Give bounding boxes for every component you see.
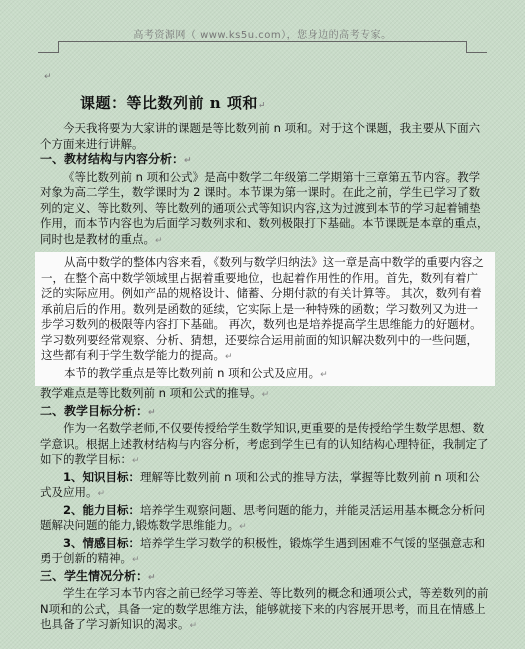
section1-paragraph: 《等比数列前 n 项和公式》是高中数学二年级第二学期第十三章第五节内容。教学对象为高二学生，数学课时为 2 课时。本节课为第一课时。在此之前，学生已学习了数列的定义、等比数列、等比数列的通项公式等知识内容,这为过渡到本节的学习起着铺垫作用，而本节内容也为后面学习数列求和、数列极限打下基础。本节课既是本章的重点，同时也是教材的重点。↵ [40, 169, 489, 246]
section3-heading: 三、学生情况分析：↵ [40, 568, 156, 583]
crop-mark-left [58, 41, 59, 53]
goal-ability: 2、能力目标：培养学生观察问题、思考问题的能力，并能灵活运用基本概念分析问题解决问题的能力,锻炼数学思维能力。↵ [40, 502, 486, 532]
highlighted-block [35, 252, 495, 386]
page-header-text: 高考资源网（ www.ks5u.com），您身边的高考专家。 [133, 30, 392, 41]
goal-knowledge: 1、知识目标：理解等比数列前 n 项和公式的推导方法，掌握等比数列前 n 项和公式及应用。↵ [40, 469, 480, 499]
lesson-title: 课题：等比数列前 n 项和↵ [80, 94, 266, 112]
document-body[interactable] [40, 92, 490, 635]
crop-tick-left [38, 52, 58, 53]
goal-emotion: 3、情感目标：培养学生学习数学的积极性，锻炼学生遇到困难不气馁的坚强意志和勇于创新的精神。↵ [40, 535, 486, 565]
paragraph-mark: ↵ [44, 72, 52, 82]
section2-paragraph: 作为一名数学老师,不仅要传授给学生数学知识,更重要的是传授给学生数学思想、数学意识。根据上述教材结构与内容分析，考虑到学生已有的认知结构心理特征，我制定了如下的教学目标：↵ [40, 421, 489, 466]
section3-paragraph: 学生在学习本节内容之前已经学习等差、等比数列的概念和通项公式，等差数列的前 N项和的公式，具备一定的数学思维方法，能够就接下来的内容展开思考，而且在情感上也具备了学习新知识的渴求。↵ [40, 586, 489, 631]
section1-heading: 一、教材结构与内容分析：↵ [40, 152, 192, 166]
section2-heading: 二、教学目标分析：↵ [40, 403, 156, 418]
box-paragraph-2: 本节的教学重点是等比数列前 n 项和公式及应用。↵ [64, 365, 328, 380]
header-rule [58, 41, 467, 42]
box-paragraph-1: 从高中数学的整体内容来看，《数列与数学归纳法》这一章是高中数学的重要内容之一，在整个高中数学领域里占据着重要地位，也起着作用性的作用。首先，数列有着广泛的实际应用。例如产品的规格设计、储蓄、分期付款的有关计算等。 其次，数列有着承前启后的作用。数列是函数的延续，它实际上是一种特殊的函数；学习数列又为进一步学习数列的极限等内容打下基础。 再次，数列也是培养提高学生思维能力的好题材。学习数列要经常观察、分析、猜想，还要综合运用前面的知识解决数列中的一些问题，这些都有利于学生数学能力的提高。↵ [41, 255, 484, 362]
crop-tick-right [467, 52, 487, 53]
intro-paragraph: 今天我将要为大家讲的课题是等比数列前 n 项和。对于这个课题，我主要从下面六个方面来进行讲解。 [40, 121, 481, 151]
difficulty-paragraph: 教学难点是等比数列前 n 项和公式的推导。↵ [40, 386, 270, 400]
